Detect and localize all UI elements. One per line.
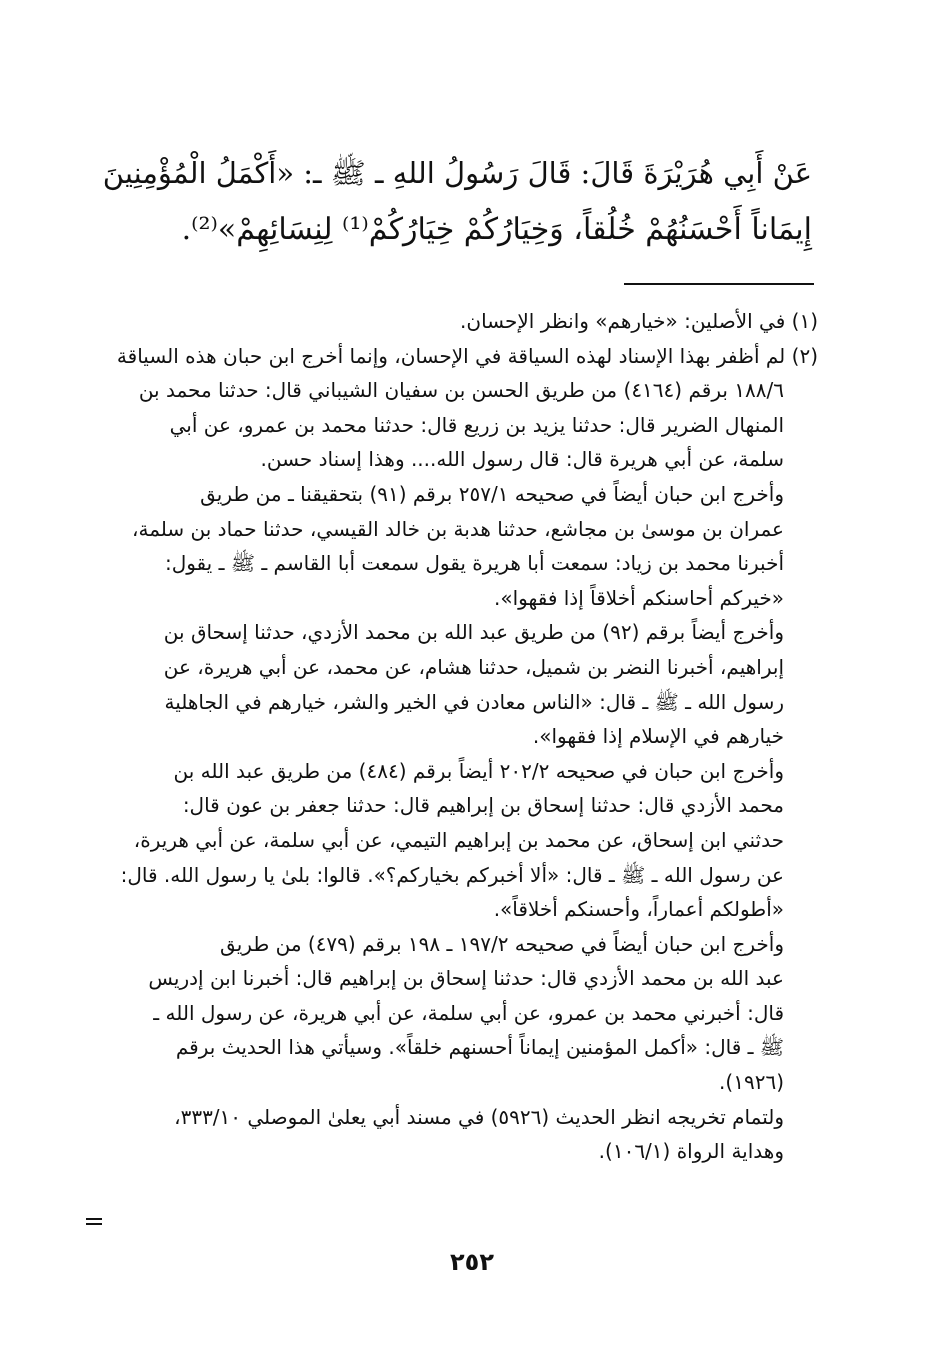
footnote-line: عمران بن موسىٰ بن مجاشع، حدثنا هدبة بن خالد القيسي، حدثنا حماد بن سلمة، [132,516,784,541]
footnote-line: قال: أخبرني محمد بن عمرو، عن أبي سلمة، عن أبي هريرة، عن رسول الله ـ [153,1000,784,1025]
footnote-line: إبراهيم، أخبرنا النضر بن شميل، حدثنا هشام، عن محمد، عن أبي هريرة، عن [163,654,784,679]
footnote-line: وأخرج ابن حبان أيضاً في صحيحه ٢٥٧/١ برقم (٩١) بتحقيقنا ـ من طريق [200,481,784,506]
footnote-line: ﷺ ـ قال: «أكمل المؤمنين إيماناً أحسنهم خلقاً». وسيأتي هذا الحديث برقم [175,1035,784,1060]
footnote-line: وأخرج أيضاً برقم (٩٢) من طريق عبد الله بن محمد الأزدي، حدثنا إسحاق بن [163,620,784,645]
hadith-text-line-2: إِيمَاناً أَحْسَنُهُمْ خُلُقاً، وَخِيَارُكُمْ خِيَارُكُمْ⁽¹⁾ لِنِسَائِهِمْ»⁽²⁾. [181,212,812,247]
footnote-line: «خيركم أحاسنكم أخلاقاً إذا فقهوا». [494,585,784,610]
footnote-line: المنهال الضرير قال: حدثنا يزيد بن زريع قال: حدثنا محمد بن عمرو، عن أبي [169,412,784,437]
footnote-line: عن رسول الله ـ ﷺ ـ قال: «ألا أخبركم بخياركم؟». قالوا: بلىٰ يا رسول الله. قال: [120,862,784,887]
footnote-2: (٢) لم أظفر بهذا الإسناد لهذه السياقة في الإحسان، وإنما أخرج ابن حبان هذه السياقة [116,343,818,368]
footnotes [100,304,818,1169]
footnote-line: ١٨٨/٦ برقم (٤١٦٤) من طريق الحسن بن سفيان الشيباني قال: حدثنا محمد بن [138,378,784,403]
footnote-separator [624,283,814,285]
footnote-line: خيارهم في الإسلام إذا فقهوا». [532,724,784,749]
page-number: ٢٥٢ [450,1248,494,1276]
footnote-line: حدثني ابن إسحاق، عن محمد بن إبراهيم التيمي، عن أبي سلمة، عن أبي هريرة، [133,827,784,852]
footnote-line: وأخرج ابن حبان أيضاً في صحيحه ١٩٧/٢ ـ ١٩٨ برقم (٤٧٩) من طريق [220,931,784,956]
footnote-1: (١) في الأصلين: «خيارهم» وانظر الإحسان. [460,309,818,333]
footnote-line: وهداية الرواة (١٠٦/١). [598,1139,784,1164]
footnote-line: ولتمام تخريجه انظر الحديث (٥٩٢٦) في مسند أبي يعلىٰ الموصلي ٣٣٣/١٠، [174,1104,784,1129]
hadith-text-line-1: عَنْ أَبِي هُرَيْرَةَ قَالَ: قَالَ رَسُولُ اللهِ ـ ﷺ ـ: «أَكْمَلُ الْمُؤْمِنِينَ [102,156,812,190]
footnote-line: محمد الأزدي قال: حدثنا إسحاق بن إبراهيم قال: حدثنا جعفر بن عون قال: [182,793,784,818]
footnote-line: (١٩٢٦). [719,1070,784,1095]
footnote-line: سلمة، عن أبي هريرة قال: قال رسول الله.... وهذا إسناد حسن. [260,447,784,472]
margin-mark [86,1218,102,1226]
footnote-line: «أطولكم أعماراً، وأحسنكم أخلاقاً». [493,897,784,922]
footnote-line: وأخرج ابن حبان في صحيحه ٢٠٢/٢ أيضاً برقم (٤٨٤) من طريق عبد الله بن [173,758,784,783]
footnote-line: أخبرنا محمد بن زياد: سمعت أبا هريرة يقول سمعت أبا القاسم ـ ﷺ ـ يقول: [164,551,784,576]
footnote-line: رسول الله ـ ﷺ ـ قال: «الناس معادن في الخير والشر، خيارهم في الجاهلية [164,689,784,714]
footnote-line: عبد الله بن محمد الأزدي قال: حدثنا إسحاق بن إبراهيم قال: أخبرنا ابن إدريس [148,966,784,991]
